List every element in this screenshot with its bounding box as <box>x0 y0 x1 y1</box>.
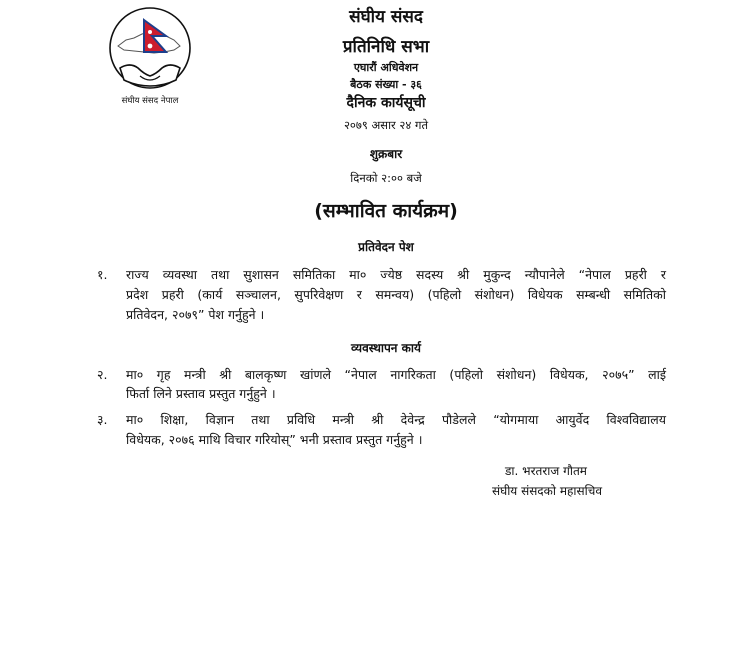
header-daily-agenda: दैनिक कार्यसूची <box>346 95 426 111</box>
signatory-title: संघीय संसदको महासचिव <box>492 484 602 498</box>
header-date: २०७९ असार २४ गते <box>343 118 429 132</box>
header-session: एघारौं अधिवेशन <box>353 61 419 74</box>
signatory-name: डा. भरतराज गौतम <box>505 464 587 478</box>
parliament-emblem <box>104 6 196 108</box>
header-parliament: संघीय संसद <box>349 7 423 27</box>
header-day: शुक्रबार <box>369 147 403 161</box>
section-heading-legislative: व्यवस्थापन कार्य <box>351 341 421 355</box>
item-line: प्रतिवेदन, २०७९” पेश गर्नुहुने । <box>126 307 265 322</box>
item-line: मा० शिक्षा, विज्ञान तथा प्रविधि मन्त्री श्री देवेन्द्र पौडेलले “योगमाया आयुर्वेद विश्वविद्यालय <box>126 412 666 427</box>
item-line: प्रदेश प्रहरी (कार्य सञ्चालन, सुपरिवेक्षण र समन्वय) (पहिलो संशोधन) विधेयक सम्बन्धी समितिको <box>126 287 666 302</box>
item-number: २. <box>97 367 108 382</box>
program-title: (सम्भावित कार्यक्रम) <box>314 200 458 222</box>
emblem-seal-text: संघीय संसद नेपाल <box>121 96 179 106</box>
header-time: दिनको २:०० बजे <box>350 171 422 185</box>
item-number: १. <box>97 267 108 282</box>
header-meeting-number: बैठक संख्या - ३६ <box>350 78 422 91</box>
item-line: मा० गृह मन्त्री श्री बालकृष्ण खांणले “नेपाल नागरिकता (पहिलो संशोधन) विधेयक, २०७५” लाई <box>126 367 666 382</box>
header-house: प्रतिनिधि सभा <box>342 37 430 57</box>
item-number: ३. <box>97 412 108 427</box>
item-line: फिर्ता लिने प्रस्ताव प्रस्तुत गर्नुहुने । <box>126 386 276 401</box>
item-line: राज्य व्यवस्था तथा सुशासन समितिका मा० ज्येष्ठ सदस्य श्री मुकुन्द न्यौपानेले “नेपाल प्रहरी र <box>126 267 666 282</box>
parliament-emblem-icon <box>104 6 196 108</box>
section-heading-report: प्रतिवेदन पेश <box>358 240 414 254</box>
item-line: विधेयक, २०७६ माथि विचार गरियोस्” भनी प्रस्ताव प्रस्तुत गर्नुहुने । <box>126 432 423 447</box>
